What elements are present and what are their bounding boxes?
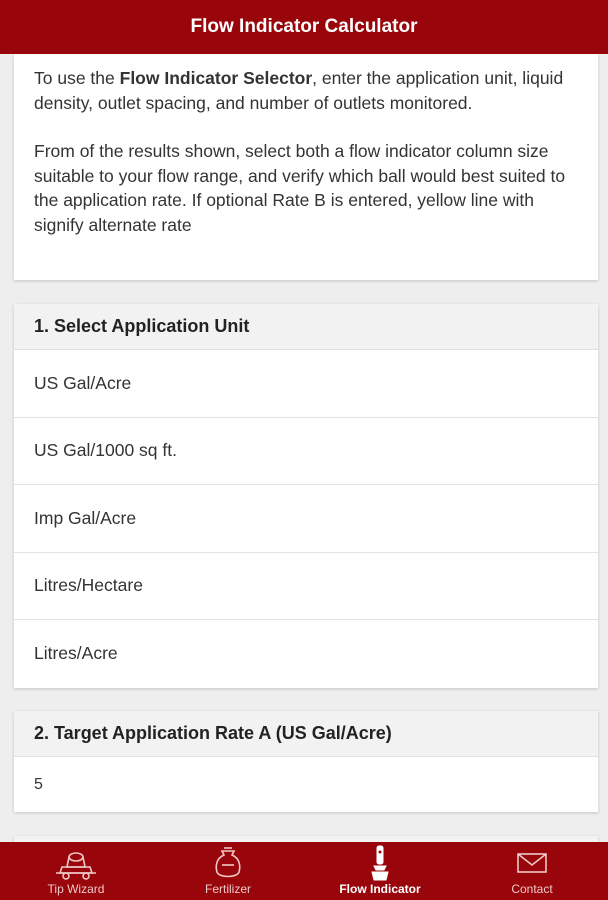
sprayer-icon xyxy=(54,844,98,882)
instructions-text: To use the xyxy=(34,68,120,88)
instructions-text: , enter the application unit, liquid density, outlet spacing, and number of outlets monitored. xyxy=(34,68,564,113)
tab-tip-wizard[interactable] xyxy=(0,842,152,900)
unit-option-litres-acre[interactable]: Litres/Acre xyxy=(34,643,118,664)
instructions-card xyxy=(14,54,598,280)
unit-option-us-gal-1000-sqft[interactable]: US Gal/1000 sq ft. xyxy=(14,418,598,486)
main-content[interactable] xyxy=(0,54,608,842)
flow-indicator-icon xyxy=(368,844,392,882)
application-unit-heading: 1. Select Application Unit xyxy=(14,304,598,350)
unit-option-us-gal-acre[interactable]: US Gal/Acre xyxy=(14,350,598,418)
instructions-emphasis: Flow Indicator Selector xyxy=(119,68,313,88)
tab-label: Fertilizer xyxy=(204,882,251,896)
envelope-icon xyxy=(516,844,548,882)
tab-fertilizer[interactable] xyxy=(152,842,304,900)
unit-option-litres-hectare[interactable]: Litres/Hectare xyxy=(14,553,598,621)
bottom-tab-bar xyxy=(0,842,608,900)
tab-label: Contact xyxy=(511,882,553,896)
title-bar xyxy=(0,0,608,54)
application-unit-card xyxy=(14,304,598,688)
tab-contact[interactable] xyxy=(456,842,608,900)
tab-flow-indicator[interactable] xyxy=(304,842,456,900)
target-rate-heading: 2. Target Application Rate A (US Gal/Acre) xyxy=(14,711,598,757)
target-rate-input[interactable]: 5 xyxy=(34,775,43,793)
page-title: Flow Indicator Calculator xyxy=(190,16,418,37)
instructions-paragraph-2: From of the results shown, select both a flow indicator column size suitable to your flow range, and verify which ball would best suited to the application rate. If optional Rate B is entered, yellow line with signify alternate rate xyxy=(34,141,566,235)
target-rate-card xyxy=(14,711,598,812)
instructions-paragraph-1 xyxy=(34,66,578,115)
tab-label: Flow Indicator xyxy=(339,882,421,896)
unit-option-imp-gal-acre[interactable]: Imp Gal/Acre xyxy=(14,485,598,553)
tab-label: Tip Wizard xyxy=(47,882,105,896)
fertilizer-bag-icon xyxy=(212,844,244,882)
